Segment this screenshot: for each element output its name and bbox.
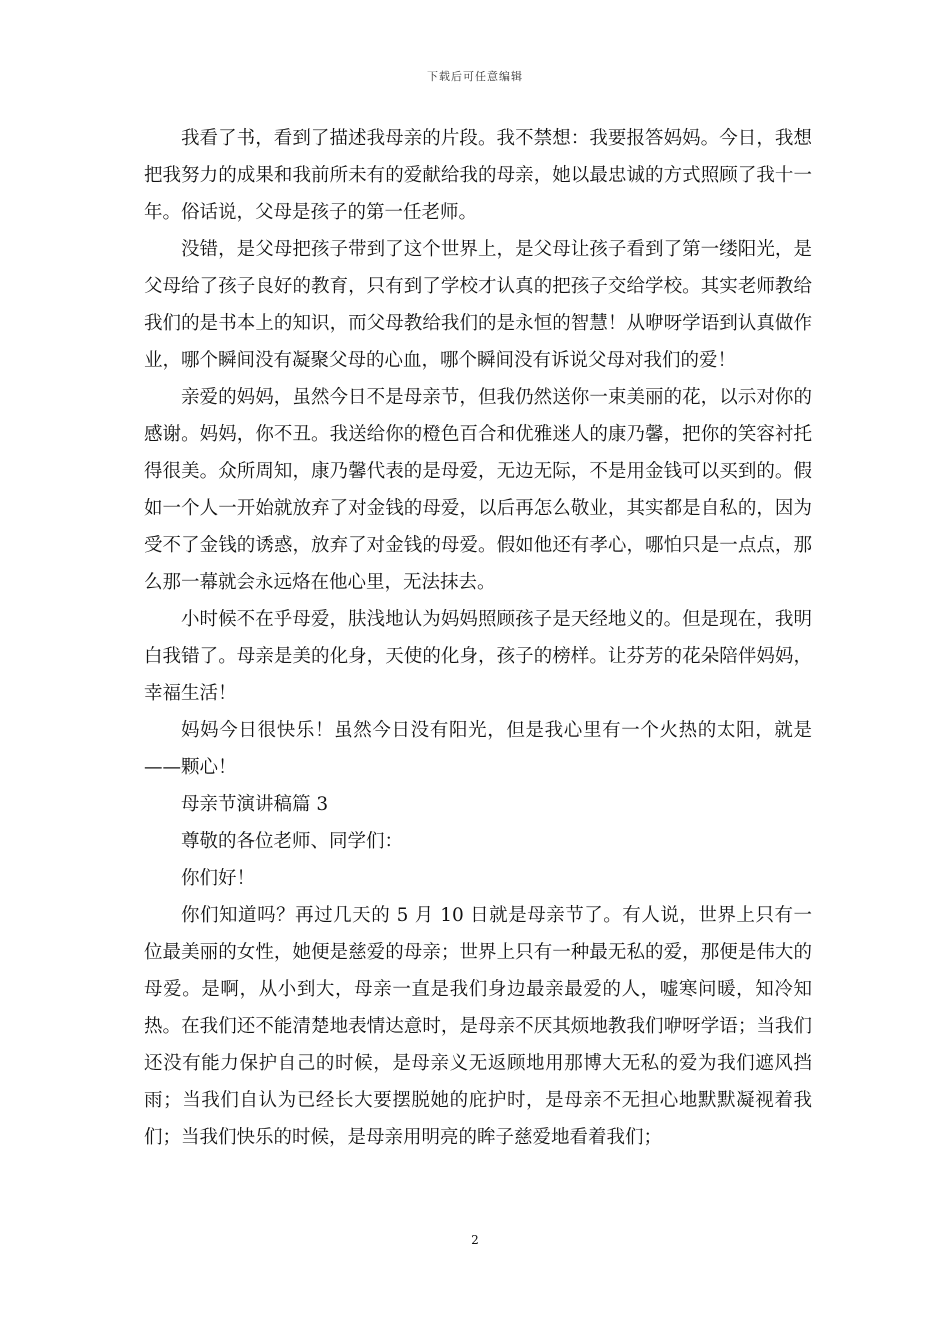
paragraph: 亲爱的妈妈，虽然今日不是母亲节，但我仍然送你一束美丽的花，以示对你的感谢。妈妈，你不丑。我送给你的橙色百合和优雅迷人的康乃馨，把你的笑容衬托得很美。众所周知，康乃馨代表的是母爱，无边无际，不是用金钱可以买到的。假如一个人一开始就放弃了对金钱的母爱，以后再怎么敬业，其实都是自私的，因为受不了金钱的诱惑，放弃了对金钱的母爱。假如他还有孝心，哪怕只是一点点，那么那一幕就会永远烙在他心里，无法抹去。 bbox=[144, 387, 812, 593]
paragraph: 妈妈今日很快乐！虽然今日没有阳光，但是我心里有一个火热的太阳，就是——颗心！ bbox=[144, 720, 812, 778]
greeting: 你们好！ bbox=[181, 868, 256, 889]
paragraph: 没错，是父母把孩子带到了这个世界上，是父母让孩子看到了第一缕阳光，是父母给了孩子良好的教育，只有到了学校才认真的把孩子交给学校。其实老师教给我们的是书本上的知识，而父母教给我们的是永恒的智慧！从咿呀学语到认真做作业，哪个瞬间没有凝聚父母的心血，哪个瞬间没有诉说父母对我们的爱！ bbox=[144, 239, 812, 371]
document-body bbox=[144, 120, 812, 1156]
section-heading: 母亲节演讲稿篇 3 bbox=[181, 794, 329, 815]
paragraph: 小时候不在乎母爱，肤浅地认为妈妈照顾孩子是天经地义的。但是现在，我明白我错了。母亲是美的化身，天使的化身，孩子的榜样。让芬芳的花朵陪伴妈妈，幸福生活！ bbox=[144, 609, 812, 704]
page-header: 下载后可任意编辑 bbox=[427, 70, 523, 83]
page-number: 2 bbox=[471, 1233, 479, 1247]
paragraph: 你们知道吗？再过几天的 5 月 10 日就是母亲节了。有人说，世界上只有一位最美丽的女性，她便是慈爱的母亲；世界上只有一种最无私的爱，那便是伟大的母爱。是啊，从小到大，母亲一直是我们身边最亲最爱的人，嘘寒问暖，知冷知热。在我们还不能清楚地表情达意时，是母亲不厌其烦地教我们咿呀学语；当我们还没有能力保护自己的时候，是母亲义无返顾地用那博大无私的爱为我们遮风挡雨；当我们自认为已经长大要摆脱她的庇护时，是母亲不无担心地默默凝视着我们；当我们快乐的时候，是母亲用明亮的眸子慈爱地看着我们； bbox=[144, 905, 812, 1148]
salutation: 尊敬的各位老师、同学们： bbox=[181, 831, 404, 852]
paragraph: 我看了书，看到了描述我母亲的片段。我不禁想：我要报答妈妈。今日，我想把我努力的成果和我前所未有的爱献给我的母亲，她以最忠诚的方式照顾了我十一年。俗话说，父母是孩子的第一任老师。 bbox=[144, 128, 812, 223]
